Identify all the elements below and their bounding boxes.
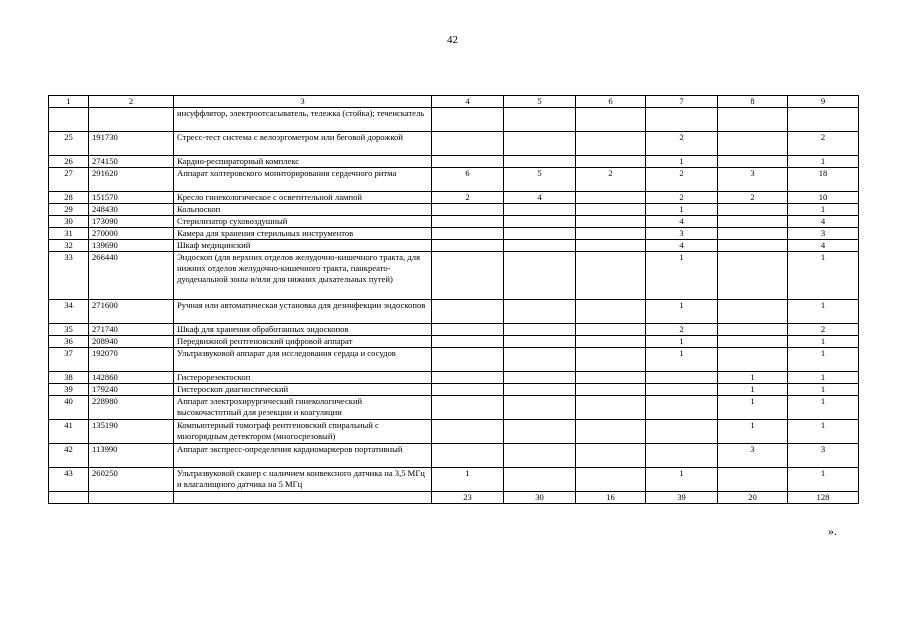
row-col9: 2 — [788, 324, 859, 336]
row-col9: 1 — [788, 300, 859, 324]
row-col5 — [504, 240, 576, 252]
row-col8 — [718, 132, 788, 156]
row-number: 32 — [49, 240, 89, 252]
table-row — [49, 252, 859, 300]
row-col4 — [432, 420, 504, 444]
row-name: Кардио-респираторный комплекс — [174, 156, 432, 168]
empty-cell — [89, 492, 174, 504]
continuation-row — [49, 108, 859, 132]
row-col8: 1 — [718, 372, 788, 384]
row-col7: 2 — [646, 168, 718, 192]
row-col6 — [576, 444, 646, 468]
row-col8 — [718, 240, 788, 252]
row-col9: 1 — [788, 156, 859, 168]
row-col7: 2 — [646, 132, 718, 156]
row-number: 33 — [49, 252, 89, 300]
row-col6 — [576, 216, 646, 228]
row-col5 — [504, 324, 576, 336]
table-row — [49, 468, 859, 492]
row-code: 135190 — [89, 420, 174, 444]
row-col6 — [576, 204, 646, 216]
row-col4: 2 — [432, 192, 504, 204]
row-code: 271740 — [89, 324, 174, 336]
row-col4 — [432, 396, 504, 420]
total-col4: 23 — [432, 492, 504, 504]
row-col4 — [432, 132, 504, 156]
row-name: Эндоскоп (для верхних отделов желудочно-кишечного тракта, для нижних отделов желудочно-кишечного тракта, панкреато-дуоденальной зоны и/или для нижних дыхательных путей) — [174, 252, 432, 300]
row-col7 — [646, 420, 718, 444]
table-row — [49, 192, 859, 204]
row-col9: 3 — [788, 228, 859, 240]
row-code: 266440 — [89, 252, 174, 300]
row-name: Ручная или автоматическая установка для дезинфекции эндоскопов — [174, 300, 432, 324]
row-col8: 3 — [718, 444, 788, 468]
row-col7: 1 — [646, 348, 718, 372]
row-name: Аппарат экспресс-определения кардиомаркеров портативный — [174, 444, 432, 468]
total-col5: 30 — [504, 492, 576, 504]
row-col5 — [504, 384, 576, 396]
row-col5 — [504, 156, 576, 168]
row-col8 — [718, 228, 788, 240]
table-row — [49, 384, 859, 396]
row-code: 113990 — [89, 444, 174, 468]
row-name: Стерилизатор суховоздушный — [174, 216, 432, 228]
table-row — [49, 444, 859, 468]
row-col7 — [646, 396, 718, 420]
row-col4: 1 — [432, 468, 504, 492]
table-row — [49, 324, 859, 336]
equipment-table — [48, 95, 859, 504]
row-number: 40 — [49, 396, 89, 420]
table-row — [49, 336, 859, 348]
row-col5 — [504, 336, 576, 348]
row-code: 208940 — [89, 336, 174, 348]
row-col7: 4 — [646, 216, 718, 228]
header-cell: 8 — [718, 96, 788, 108]
empty-cell — [646, 108, 718, 132]
row-number: 34 — [49, 300, 89, 324]
row-name: Ультразвуковой аппарат для исследования сердца и сосудов — [174, 348, 432, 372]
row-col7: 1 — [646, 468, 718, 492]
row-col9: 1 — [788, 396, 859, 420]
row-col4 — [432, 372, 504, 384]
header-cell: 4 — [432, 96, 504, 108]
row-number: 25 — [49, 132, 89, 156]
row-name: Гистерорезектоскоп — [174, 372, 432, 384]
header-row — [49, 96, 859, 108]
row-number: 31 — [49, 228, 89, 240]
row-name: Стресс-тест система с велоэргометром или беговой дорожкой — [174, 132, 432, 156]
page-number: 42 — [447, 34, 458, 46]
row-col6 — [576, 156, 646, 168]
row-name: Камера для хранения стерильных инструментов — [174, 228, 432, 240]
row-col7: 1 — [646, 300, 718, 324]
row-col6 — [576, 384, 646, 396]
row-col4 — [432, 216, 504, 228]
row-col9: 18 — [788, 168, 859, 192]
row-col5 — [504, 252, 576, 300]
row-col5 — [504, 396, 576, 420]
row-code: 139690 — [89, 240, 174, 252]
row-col8 — [718, 204, 788, 216]
table-row — [49, 216, 859, 228]
row-col7 — [646, 384, 718, 396]
row-code: 192070 — [89, 348, 174, 372]
row-name: Шкаф для хранения обработанных эндоскопов — [174, 324, 432, 336]
row-col6 — [576, 396, 646, 420]
row-col7: 1 — [646, 156, 718, 168]
row-col6 — [576, 348, 646, 372]
table-row — [49, 156, 859, 168]
row-col8 — [718, 324, 788, 336]
row-col7: 3 — [646, 228, 718, 240]
table-row — [49, 240, 859, 252]
row-col9: 10 — [788, 192, 859, 204]
table-row — [49, 168, 859, 192]
row-col6 — [576, 132, 646, 156]
row-code: 173090 — [89, 216, 174, 228]
row-name: Передвижной рентгеновский цифровой аппарат — [174, 336, 432, 348]
row-col5 — [504, 216, 576, 228]
row-col5 — [504, 348, 576, 372]
row-col8 — [718, 252, 788, 300]
table-row — [49, 372, 859, 384]
row-col4 — [432, 336, 504, 348]
row-col4 — [432, 156, 504, 168]
continuation-text: инсуффлятор, электроотсасыватель, тележка (стойка); течеискатель — [174, 108, 432, 132]
row-col4 — [432, 348, 504, 372]
row-col6 — [576, 192, 646, 204]
row-col6: 2 — [576, 168, 646, 192]
row-col8: 1 — [718, 384, 788, 396]
row-col4 — [432, 228, 504, 240]
row-col6 — [576, 468, 646, 492]
row-col7: 1 — [646, 336, 718, 348]
row-name: Кресло гинекологическое с осветительной лампой — [174, 192, 432, 204]
row-col9: 3 — [788, 444, 859, 468]
row-col5 — [504, 300, 576, 324]
total-col9: 128 — [788, 492, 859, 504]
row-col6 — [576, 324, 646, 336]
row-name: Кольпоскоп — [174, 204, 432, 216]
row-number: 28 — [49, 192, 89, 204]
row-col4 — [432, 324, 504, 336]
row-col4: 6 — [432, 168, 504, 192]
row-col4 — [432, 384, 504, 396]
empty-cell — [174, 492, 432, 504]
total-col8: 20 — [718, 492, 788, 504]
row-name: Шкаф медицинский — [174, 240, 432, 252]
row-col8: 1 — [718, 396, 788, 420]
empty-cell — [576, 108, 646, 132]
empty-cell — [49, 492, 89, 504]
row-code: 271600 — [89, 300, 174, 324]
row-col9: 2 — [788, 132, 859, 156]
header-cell: 1 — [49, 96, 89, 108]
table-row — [49, 348, 859, 372]
row-number: 36 — [49, 336, 89, 348]
row-col7: 4 — [646, 240, 718, 252]
row-number: 41 — [49, 420, 89, 444]
row-col4 — [432, 240, 504, 252]
row-col4 — [432, 252, 504, 300]
empty-cell — [504, 108, 576, 132]
row-col7: 1 — [646, 204, 718, 216]
total-col6: 16 — [576, 492, 646, 504]
row-number: 26 — [49, 156, 89, 168]
row-name: Гистероскоп диагностический — [174, 384, 432, 396]
row-code: 142860 — [89, 372, 174, 384]
row-code: 270000 — [89, 228, 174, 240]
row-col9: 1 — [788, 252, 859, 300]
row-col9: 1 — [788, 372, 859, 384]
row-col6 — [576, 372, 646, 384]
row-number: 43 — [49, 468, 89, 492]
empty-cell — [432, 108, 504, 132]
row-col9: 1 — [788, 348, 859, 372]
table-row — [49, 420, 859, 444]
row-col7: 2 — [646, 324, 718, 336]
row-col5 — [504, 420, 576, 444]
header-cell: 9 — [788, 96, 859, 108]
row-number: 39 — [49, 384, 89, 396]
table-row — [49, 204, 859, 216]
row-col8 — [718, 156, 788, 168]
row-col9: 1 — [788, 468, 859, 492]
row-col6 — [576, 252, 646, 300]
row-col5: 5 — [504, 168, 576, 192]
row-col8 — [718, 348, 788, 372]
row-number: 35 — [49, 324, 89, 336]
row-name: Аппарат электрохирургический гинекологический высокочастотный для резекции и коагуляции — [174, 396, 432, 420]
row-col6 — [576, 240, 646, 252]
row-col7 — [646, 372, 718, 384]
row-col9: 4 — [788, 216, 859, 228]
row-number: 37 — [49, 348, 89, 372]
row-code: 179240 — [89, 384, 174, 396]
empty-cell — [49, 108, 89, 132]
header-cell: 5 — [504, 96, 576, 108]
row-col5 — [504, 468, 576, 492]
row-col8: 3 — [718, 168, 788, 192]
row-code: 228980 — [89, 396, 174, 420]
row-col5 — [504, 132, 576, 156]
empty-cell — [718, 108, 788, 132]
empty-cell — [89, 108, 174, 132]
row-col7: 2 — [646, 192, 718, 204]
row-col4 — [432, 300, 504, 324]
row-col8 — [718, 300, 788, 324]
totals-row — [49, 492, 859, 504]
header-cell: 7 — [646, 96, 718, 108]
row-col7: 1 — [646, 252, 718, 300]
row-col9: 1 — [788, 420, 859, 444]
row-number: 29 — [49, 204, 89, 216]
row-col4 — [432, 444, 504, 468]
row-col8 — [718, 216, 788, 228]
header-cell: 3 — [174, 96, 432, 108]
row-col6 — [576, 300, 646, 324]
table-row — [49, 132, 859, 156]
total-col7: 39 — [646, 492, 718, 504]
row-code: 274150 — [89, 156, 174, 168]
header-cell: 6 — [576, 96, 646, 108]
row-name: Компьютерный томограф рентгеновский спиральный с многорядным детектором (многосрезовый) — [174, 420, 432, 444]
row-col8: 1 — [718, 420, 788, 444]
row-code: 151570 — [89, 192, 174, 204]
empty-cell — [788, 108, 859, 132]
table-row — [49, 300, 859, 324]
row-col5 — [504, 204, 576, 216]
row-col6 — [576, 336, 646, 348]
row-col6 — [576, 228, 646, 240]
row-col5: 4 — [504, 192, 576, 204]
row-col5 — [504, 444, 576, 468]
row-name: Аппарат холтеровского мониторирования сердечного ритма — [174, 168, 432, 192]
row-col9: 1 — [788, 204, 859, 216]
row-col8 — [718, 336, 788, 348]
row-number: 38 — [49, 372, 89, 384]
row-col5 — [504, 228, 576, 240]
row-name: Ультразвуковой сканер с наличием конвексного датчика на 3,5 МГц и влагалищного датчика на 5 МГц — [174, 468, 432, 492]
row-col8 — [718, 468, 788, 492]
header-cell: 2 — [89, 96, 174, 108]
row-col9: 1 — [788, 336, 859, 348]
row-col4 — [432, 204, 504, 216]
row-col6 — [576, 420, 646, 444]
end-quote-mark: ». — [828, 524, 837, 538]
row-col8: 2 — [718, 192, 788, 204]
row-code: 291620 — [89, 168, 174, 192]
row-code: 191730 — [89, 132, 174, 156]
row-number: 27 — [49, 168, 89, 192]
table-row — [49, 396, 859, 420]
row-col7 — [646, 444, 718, 468]
row-col5 — [504, 372, 576, 384]
row-number: 42 — [49, 444, 89, 468]
row-code: 260250 — [89, 468, 174, 492]
table-row — [49, 228, 859, 240]
row-col9: 1 — [788, 384, 859, 396]
row-code: 248430 — [89, 204, 174, 216]
row-col9: 4 — [788, 240, 859, 252]
row-number: 30 — [49, 216, 89, 228]
